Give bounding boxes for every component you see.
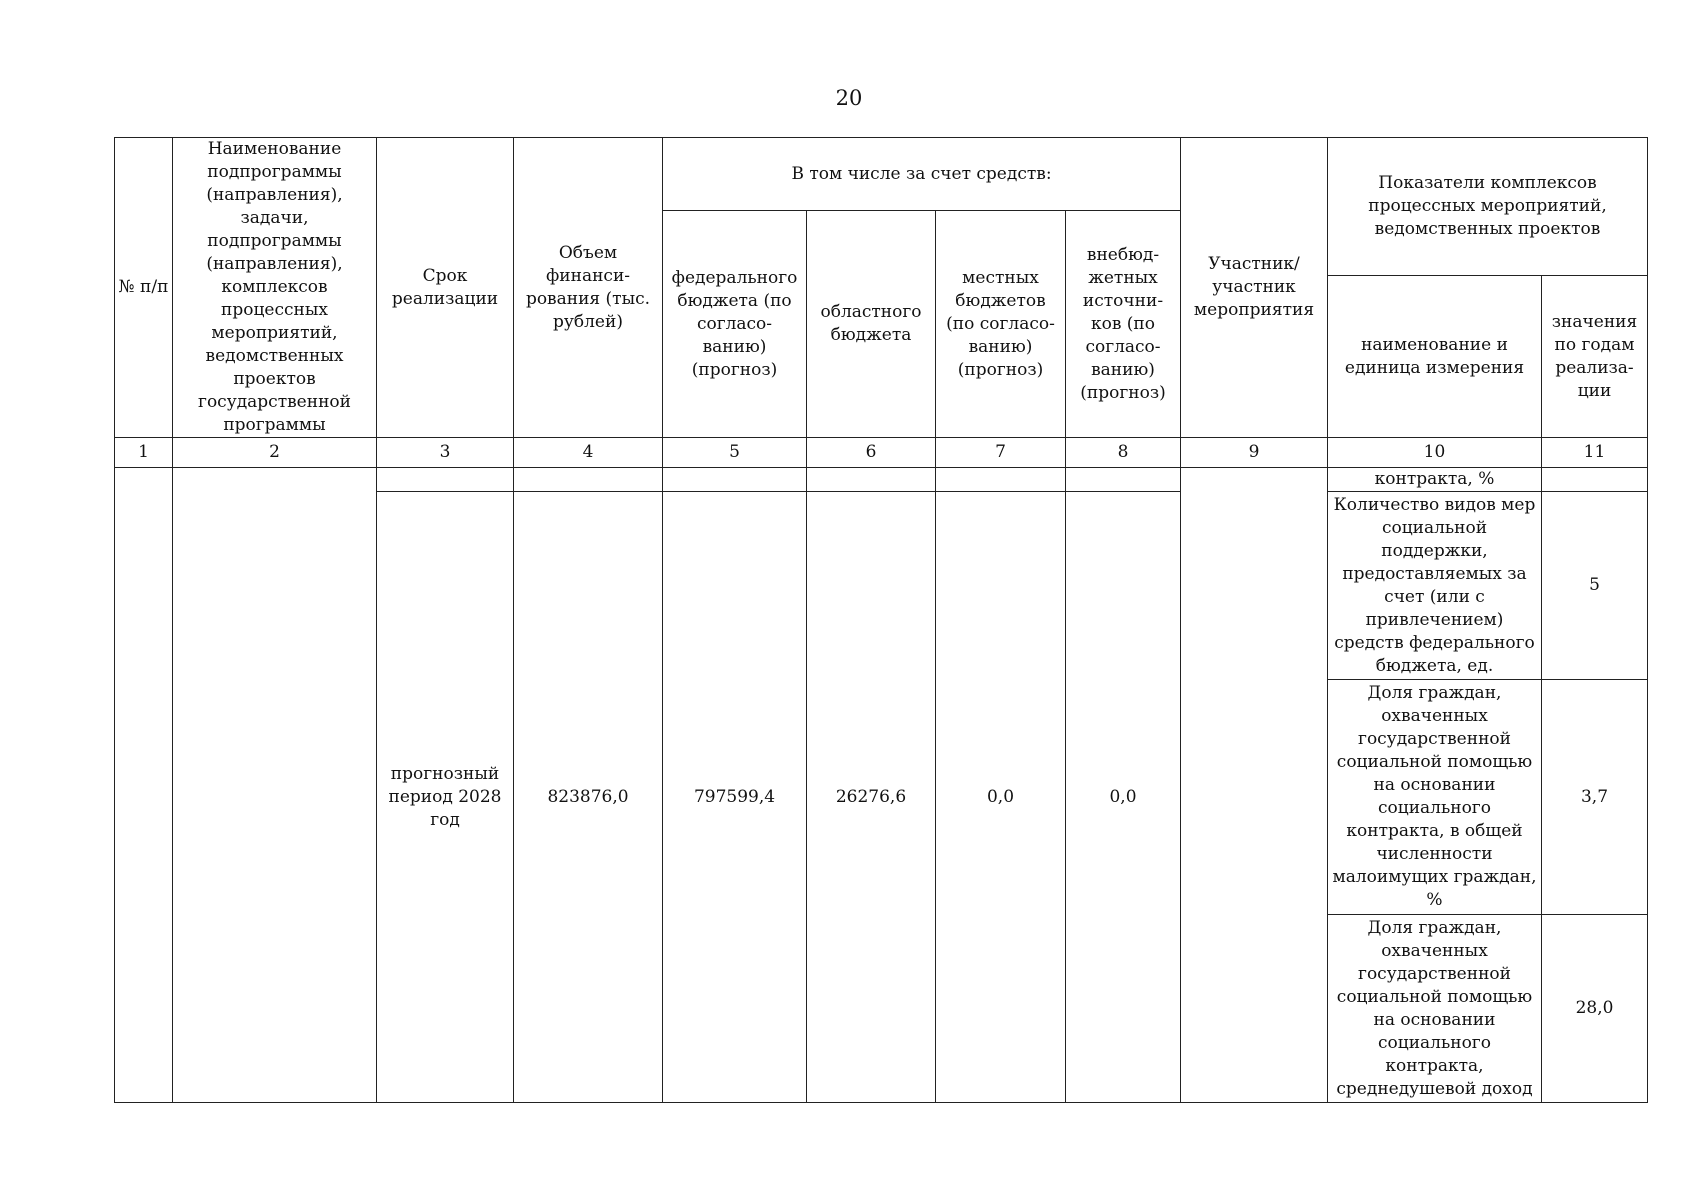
column-number: 9 bbox=[1181, 438, 1328, 468]
column-number: 8 bbox=[1066, 438, 1181, 468]
header-financing-volume: Объем финанси-рования (тыс. рублей) bbox=[514, 138, 663, 438]
cell-participant bbox=[1181, 468, 1328, 1103]
column-number: 7 bbox=[936, 438, 1066, 468]
cell-empty bbox=[807, 468, 936, 492]
federal-budget-value: 797599,4 bbox=[663, 492, 807, 1103]
header-local-budgets: местных бюджетов (по согласо-ванию) (прогноз) bbox=[936, 211, 1066, 438]
header-funds-group: В том числе за счет средств: bbox=[663, 138, 1181, 211]
regional-budget-value: 26276,6 bbox=[807, 492, 936, 1103]
cell-empty bbox=[663, 468, 807, 492]
column-number-row bbox=[115, 438, 1648, 468]
indicator-name: Доля граждан, охваченных государственной социальной помощью на основании социального контракта, в общей численности малоимущих граждан, % bbox=[1328, 680, 1542, 915]
indicator-value: 5 bbox=[1542, 492, 1648, 680]
indicator-value: 28,0 bbox=[1542, 915, 1648, 1103]
column-number: 2 bbox=[173, 438, 377, 468]
cell-empty bbox=[1542, 468, 1648, 492]
header-indicator-values: значения по годам реализа-ции bbox=[1542, 276, 1648, 438]
header-extrabudget-sources: внебюд-жетных источни-ков (по согласо-ванию) (прогноз) bbox=[1066, 211, 1181, 438]
column-number: 4 bbox=[514, 438, 663, 468]
indicator-name: Количество видов мер социальной поддержки, предоставляемых за счет (или с привлечением) средств федерального бюджета, ед. bbox=[1328, 492, 1542, 680]
header-participant: Участник/ участник мероприятия bbox=[1181, 138, 1328, 438]
cell-empty bbox=[377, 468, 514, 492]
column-number: 11 bbox=[1542, 438, 1648, 468]
cell-subprogram-name bbox=[173, 468, 377, 1103]
page-number: 20 bbox=[835, 86, 863, 110]
header-number: № п/п bbox=[115, 138, 173, 438]
column-number: 10 bbox=[1328, 438, 1542, 468]
header-indicator-name: наименование и единица измерения bbox=[1328, 276, 1542, 438]
indicator-name: Доля граждан, охваченных государственной социальной помощью на основании социального контракта, среднедушевой доход bbox=[1328, 915, 1542, 1103]
cell-empty bbox=[1066, 468, 1181, 492]
continuation-row bbox=[115, 468, 1648, 492]
indicator-continuation: контракта, % bbox=[1328, 468, 1542, 492]
column-number: 1 bbox=[115, 438, 173, 468]
local-budgets-value: 0,0 bbox=[936, 492, 1066, 1103]
indicator-value: 3,7 bbox=[1542, 680, 1648, 915]
header-subprogram-name: Наименование подпрограммы (направления), задачи, подпрограммы (направления), комплексов процессных мероприятий, ведомственных проектов государственной программы bbox=[173, 138, 377, 438]
column-number: 6 bbox=[807, 438, 936, 468]
column-number: 3 bbox=[377, 438, 514, 468]
header-indicators-group: Показатели комплексов процессных мероприятий, ведомственных проектов bbox=[1328, 138, 1648, 276]
header-term: Срок реализации bbox=[377, 138, 514, 438]
header-row-top bbox=[115, 138, 1648, 211]
header-regional-budget: областного бюджета bbox=[807, 211, 936, 438]
column-number: 5 bbox=[663, 438, 807, 468]
header-federal-budget: федерального бюджета (по согласо-ванию) (прогноз) bbox=[663, 211, 807, 438]
cell-empty bbox=[936, 468, 1066, 492]
extrabudget-value: 0,0 bbox=[1066, 492, 1181, 1103]
financing-volume-value: 823876,0 bbox=[514, 492, 663, 1103]
period-label: прогнозный период 2028 год bbox=[377, 492, 514, 1103]
cell-empty bbox=[514, 468, 663, 492]
program-table bbox=[114, 137, 1648, 1103]
cell-row-number bbox=[115, 468, 173, 1103]
